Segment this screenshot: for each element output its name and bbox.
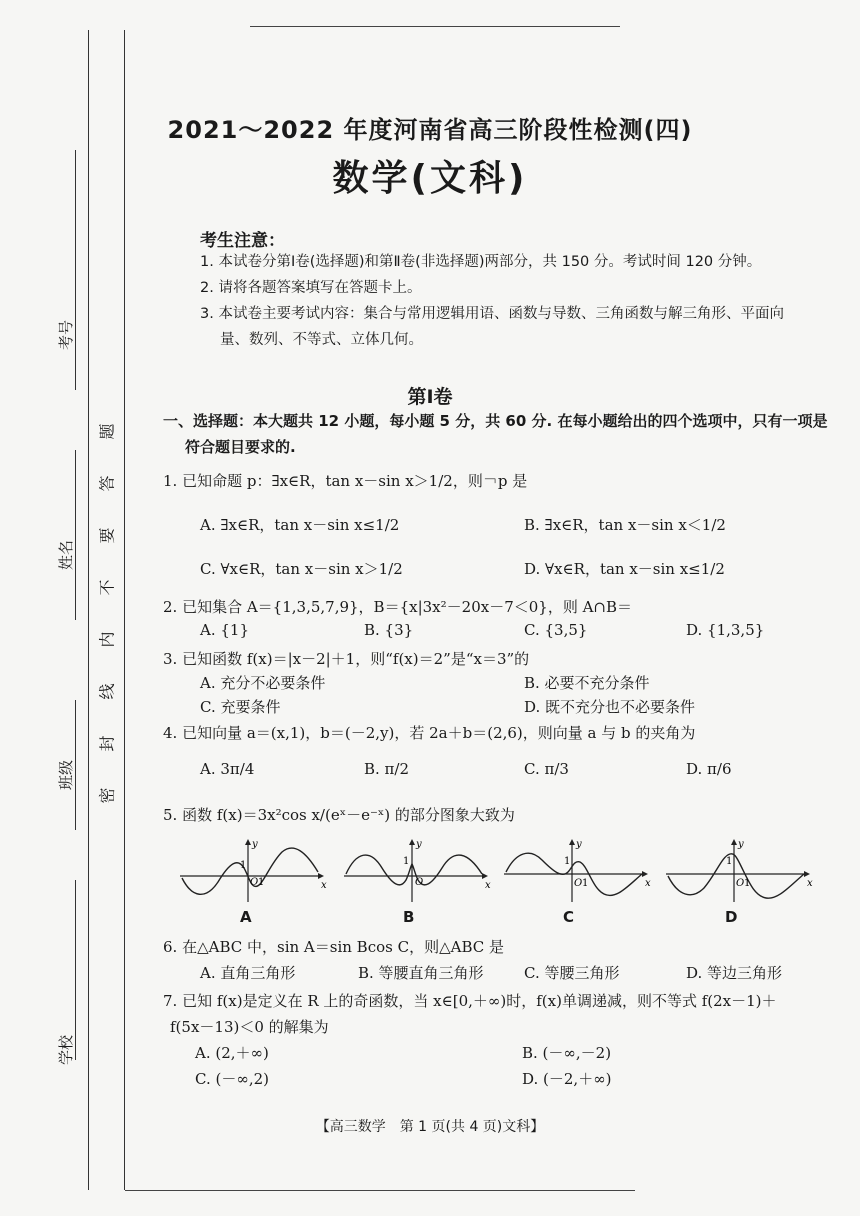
- q6-stem: 6. 在△ABC 中，sin A＝sin Bcos C，则△ABC 是: [163, 938, 504, 956]
- q7-stem-line1: 7. 已知 f(x)是定义在 R 上的奇函数，当 x∈[0,＋∞)时，f(x)单调递减，则不等式 f(2x－1)＋: [163, 992, 777, 1010]
- q5-label-d: D: [725, 908, 738, 926]
- q5-graph-a: [178, 838, 328, 904]
- seal-char-3: 线: [97, 683, 117, 700]
- q1-option-a: A. ∃x∈R，tan x－sin x≤1/2: [200, 516, 400, 534]
- q5b-axis-y: y: [416, 839, 422, 850]
- q3-option-d: D. 既不充分也不必要条件: [524, 698, 696, 716]
- seal-char-7: 答: [97, 475, 117, 492]
- class-label: 班级: [57, 759, 75, 790]
- q5d-axis-x: x: [807, 878, 813, 889]
- exam-title: 2021～2022 年度河南省高三阶段性检测(四): [167, 116, 693, 144]
- q5c-axis-y: y: [576, 839, 582, 850]
- q5-stem: 5. 函数 f(x)＝3x²cos x/(eˣ－e⁻ˣ) 的部分图象大致为: [163, 806, 515, 824]
- q5b-one: 1: [403, 856, 410, 867]
- name-underline: [75, 450, 76, 620]
- part-instructions-line1: 一、选择题：本大题共 12 小题，每小题 5 分，共 60 分. 在每小题给出的四个选项中，只有一项是: [163, 412, 828, 430]
- q6-option-d: D. 等边三角形: [686, 964, 783, 982]
- part-instructions-line2: 符合题目要求的.: [185, 438, 296, 456]
- q5a-one-x: 1: [258, 877, 265, 888]
- binding-line-inner: [124, 30, 125, 1190]
- q6-option-a: A. 直角三角形: [200, 964, 296, 982]
- q2-option-d: D. {1,3,5}: [686, 621, 765, 639]
- q3-option-a: A. 充分不必要条件: [200, 674, 326, 692]
- q7-option-a: A. (2,＋∞): [195, 1044, 269, 1062]
- notice-heading: 考生注意：: [200, 231, 285, 251]
- q1-stem: 1. 已知命题 p：∃x∈R，tan x－sin x＞1/2，则￢p 是: [163, 472, 528, 490]
- q1-option-d: D. ∀x∈R，tan x－sin x≤1/2: [524, 560, 725, 578]
- q5a-axis-x: x: [321, 880, 327, 891]
- q5d-axis-y: y: [738, 839, 744, 850]
- q5d-one-x: 1: [744, 878, 751, 889]
- q5-label-c: C: [563, 908, 575, 926]
- q5a-origin: O: [250, 877, 259, 888]
- seal-char-6: 要: [97, 527, 117, 544]
- q7-option-b: B. (－∞,－2): [522, 1044, 612, 1062]
- q7-option-d: D. (－2,＋∞): [522, 1070, 612, 1088]
- q3-option-c: C. 充要条件: [200, 698, 281, 716]
- q5c-one: 1: [564, 856, 571, 867]
- q5c-one-x: 1: [582, 878, 589, 889]
- q5a-axis-y: y: [252, 839, 258, 850]
- q2-option-a: A. {1}: [200, 621, 249, 639]
- q2-option-b: B. {3}: [364, 621, 414, 639]
- q3-option-b: B. 必要不充分条件: [524, 674, 650, 692]
- q4-option-d: D. π/6: [686, 760, 732, 778]
- q6-option-c: C. 等腰三角形: [524, 964, 620, 982]
- q5a-one: 1: [240, 860, 247, 871]
- page-footer: 【高三数学 第 1 页(共 4 页)文科】: [315, 1119, 545, 1135]
- school-underline: [75, 880, 76, 1060]
- q2-option-c: C. {3,5}: [524, 621, 588, 639]
- q1-option-c: C. ∀x∈R，tan x－sin x＞1/2: [200, 560, 403, 578]
- q5-graph-b: [342, 838, 492, 904]
- q7-stem-line2: f(5x－13)＜0 的解集为: [170, 1018, 329, 1036]
- q6-option-b: B. 等腰直角三角形: [358, 964, 484, 982]
- q5b-origin: O: [415, 877, 424, 888]
- q4-option-b: B. π/2: [364, 760, 410, 778]
- q5c-axis-x: x: [645, 878, 651, 889]
- q5-label-a: A: [240, 908, 252, 926]
- q5-graph-d: [664, 838, 814, 904]
- q5d-origin: O: [736, 878, 745, 889]
- q5-label-b: B: [403, 908, 415, 926]
- seal-char-1: 密: [97, 787, 117, 804]
- q5c-origin: O: [574, 878, 583, 889]
- q7-option-c: C. (－∞,2): [195, 1070, 269, 1088]
- notice-item-3: 3. 本试卷主要考试内容：集合与常用逻辑用语、函数与导数、三角函数与解三角形、平面向: [200, 306, 784, 322]
- q4-option-a: A. 3π/4: [200, 760, 255, 778]
- q2-stem: 2. 已知集合 A＝{1,3,5,7,9}，B＝{x|3x²－20x－7＜0}，则 A∩B＝: [163, 598, 633, 616]
- section-title: 第Ⅰ卷: [407, 386, 453, 408]
- seal-char-5: 不: [97, 579, 117, 596]
- bottom-rule: [125, 1190, 635, 1191]
- q5d-one: 1: [726, 856, 733, 867]
- notice-item-1: 1. 本试卷分第Ⅰ卷(选择题)和第Ⅱ卷(非选择题)两部分，共 150 分。考试时间 120 分钟。: [200, 254, 762, 270]
- q5-graph-c: [502, 838, 652, 904]
- q4-stem: 4. 已知向量 a＝(x,1)，b＝(－2,y)，若 2a＋b＝(2,6)，则向量 a 与 b 的夹角为: [163, 724, 696, 742]
- q1-option-b: B. ∃x∈R，tan x－sin x＜1/2: [524, 516, 726, 534]
- seal-char-2: 封: [97, 735, 117, 752]
- notice-item-2: 2. 请将各题答案填写在答题卡上。: [200, 280, 422, 296]
- q4-option-c: C. π/3: [524, 760, 569, 778]
- top-rule: [250, 26, 620, 27]
- q3-stem: 3. 已知函数 f(x)＝|x－2|＋1，则“f(x)＝2”是“x＝3”的: [163, 650, 530, 668]
- q5b-axis-x: x: [485, 880, 491, 891]
- subject-title: 数学(文科): [332, 158, 528, 199]
- exam-number-label: 考号: [57, 319, 75, 350]
- seal-char-8: 题: [97, 423, 117, 440]
- school-label: 学校: [57, 1034, 75, 1065]
- seal-char-4: 内: [97, 631, 117, 648]
- notice-item-3-cont: 量、数列、不等式、立体几何。: [220, 332, 423, 348]
- binding-line-outer: [88, 30, 89, 1190]
- name-label: 姓名: [57, 539, 75, 570]
